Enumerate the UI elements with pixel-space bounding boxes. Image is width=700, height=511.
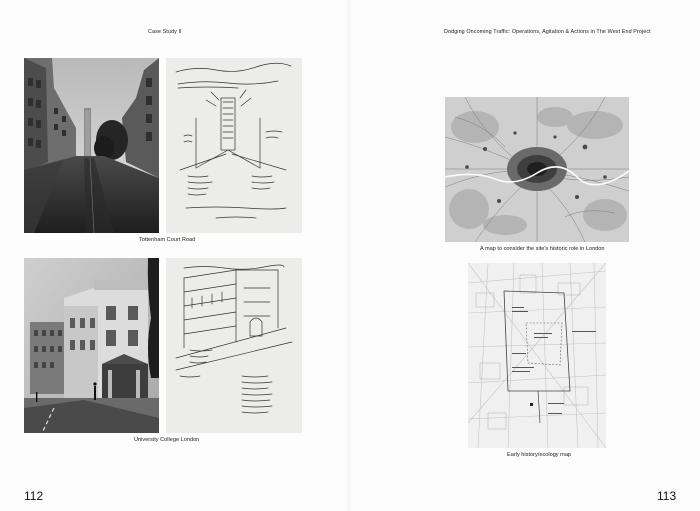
figure-caption: Early history/ecology map: [507, 452, 572, 458]
right-page: [350, 0, 700, 511]
tottenham-court-road-photo: [24, 58, 159, 233]
page-number-left: 112: [24, 489, 44, 503]
sketch-icon: [166, 58, 302, 233]
street-photo-icon: [24, 58, 159, 233]
university-college-london-sketch: [166, 258, 302, 433]
ecology-map-icon: [468, 263, 606, 448]
sketch-icon: [166, 258, 302, 433]
running-head-left: Case Study II: [148, 29, 182, 35]
ecology-map-figure: [468, 263, 606, 448]
figure-caption: A map to consider the site's historic role in London: [480, 246, 605, 252]
university-college-london-photo: [24, 258, 159, 433]
historic-map-figure: [445, 97, 629, 242]
building-photo-icon: [24, 258, 159, 433]
figure-caption: University College London: [134, 437, 200, 443]
figure-caption: Tottenham Court Road: [139, 237, 196, 243]
historic-map-icon: [445, 97, 629, 242]
page-number-right: 113: [657, 489, 677, 503]
tottenham-court-road-sketch: [166, 58, 302, 233]
running-head-right: Dodging Oncoming Traffic: Operations, Agitation & Actions in The West End Project: [444, 29, 651, 35]
